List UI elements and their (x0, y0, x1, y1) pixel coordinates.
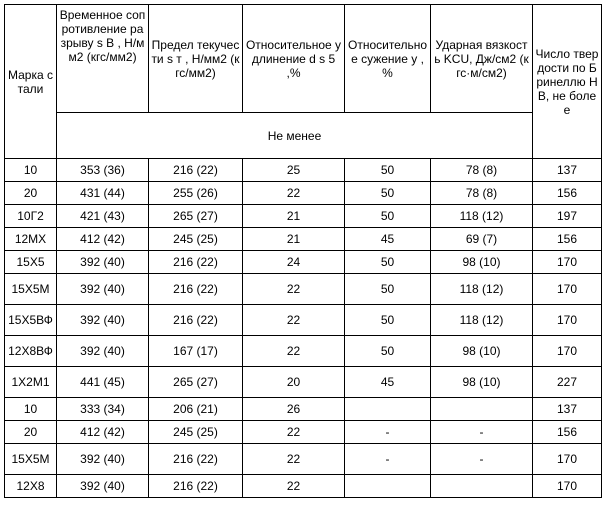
cell-reduction (345, 475, 431, 498)
cell-reduction: 50 (345, 336, 431, 367)
cell-hardness: 156 (533, 228, 602, 251)
header-tensile: Временное сопротивление разрыву s В , Н/мм2 (кгс/мм2) (57, 5, 149, 113)
steel-properties-table (4, 4, 602, 498)
cell-reduction: 50 (345, 274, 431, 305)
table-row (5, 475, 602, 498)
cell-yield: 265 (27) (149, 367, 243, 398)
cell-elongation: 22 (243, 305, 345, 336)
cell-impact: 98 (10) (431, 336, 533, 367)
cell-hardness: 170 (533, 475, 602, 498)
table-row (5, 444, 602, 475)
cell-tensile: 441 (45) (57, 367, 149, 398)
cell-reduction: 50 (345, 251, 431, 274)
cell-tensile: 392 (40) (57, 475, 149, 498)
cell-yield: 216 (22) (149, 444, 243, 475)
cell-grade: 15Х5ВФ (5, 305, 57, 336)
cell-tensile: 333 (34) (57, 398, 149, 421)
cell-hardness: 197 (533, 205, 602, 228)
cell-impact (431, 475, 533, 498)
cell-yield: 216 (22) (149, 305, 243, 336)
header-yield: Предел текучести s т , Н/мм2 (кгс/мм2) (149, 5, 243, 113)
cell-tensile: 431 (44) (57, 182, 149, 205)
header-hardness: Число твердости по Бринеллю НВ, не более (533, 5, 602, 159)
cell-yield: 216 (22) (149, 251, 243, 274)
table-body (5, 159, 602, 498)
cell-yield: 216 (22) (149, 159, 243, 182)
cell-grade: 15Х5М (5, 444, 57, 475)
cell-tensile: 412 (42) (57, 421, 149, 444)
cell-reduction: 50 (345, 159, 431, 182)
cell-grade: 15Х5 (5, 251, 57, 274)
cell-grade: 10 (5, 398, 57, 421)
cell-impact: 118 (12) (431, 205, 533, 228)
cell-hardness: 156 (533, 182, 602, 205)
cell-yield: 245 (25) (149, 421, 243, 444)
cell-elongation: 22 (243, 336, 345, 367)
cell-impact: 78 (8) (431, 182, 533, 205)
header-impact: Ударная вязкость KCU, Дж/см2 (кгс·м/см2) (431, 5, 533, 113)
header-elongation: Относительное удлинение d s 5 ,% (243, 5, 345, 113)
cell-yield: 216 (22) (149, 475, 243, 498)
cell-yield: 167 (17) (149, 336, 243, 367)
cell-impact: - (431, 421, 533, 444)
cell-tensile: 353 (36) (57, 159, 149, 182)
table-row (5, 274, 602, 305)
cell-reduction: - (345, 444, 431, 475)
cell-hardness: 137 (533, 398, 602, 421)
cell-reduction (345, 398, 431, 421)
cell-yield: 206 (21) (149, 398, 243, 421)
cell-hardness: 170 (533, 336, 602, 367)
cell-tensile: 412 (42) (57, 228, 149, 251)
table-row (5, 182, 602, 205)
cell-elongation: 22 (243, 421, 345, 444)
table-row (5, 398, 602, 421)
cell-impact: 118 (12) (431, 274, 533, 305)
cell-elongation: 20 (243, 367, 345, 398)
cell-reduction: 45 (345, 367, 431, 398)
cell-impact (431, 398, 533, 421)
cell-grade: 10 (5, 159, 57, 182)
cell-tensile: 392 (40) (57, 274, 149, 305)
header-grade: Марка стали (5, 5, 57, 159)
cell-impact: 98 (10) (431, 367, 533, 398)
cell-tensile: 392 (40) (57, 251, 149, 274)
cell-elongation: 22 (243, 444, 345, 475)
table-row (5, 336, 602, 367)
cell-grade: 15Х5М (5, 274, 57, 305)
cell-elongation: 22 (243, 182, 345, 205)
cell-hardness: 170 (533, 274, 602, 305)
cell-grade: 12Х8 (5, 475, 57, 498)
cell-hardness: 227 (533, 367, 602, 398)
table-row (5, 367, 602, 398)
table-row (5, 251, 602, 274)
cell-grade: 10Г2 (5, 205, 57, 228)
cell-reduction: 50 (345, 305, 431, 336)
table-row (5, 205, 602, 228)
cell-tensile: 392 (40) (57, 444, 149, 475)
header-reduction: Относительное сужение y , % (345, 5, 431, 113)
cell-elongation: 22 (243, 274, 345, 305)
cell-tensile: 392 (40) (57, 336, 149, 367)
cell-grade: 20 (5, 182, 57, 205)
cell-grade: 20 (5, 421, 57, 444)
cell-hardness: 170 (533, 444, 602, 475)
cell-impact: 69 (7) (431, 228, 533, 251)
cell-elongation: 25 (243, 159, 345, 182)
cell-impact: 98 (10) (431, 251, 533, 274)
cell-hardness: 156 (533, 421, 602, 444)
header-min-note: Не менее (57, 113, 533, 159)
cell-hardness: 170 (533, 305, 602, 336)
cell-impact: 78 (8) (431, 159, 533, 182)
cell-elongation: 26 (243, 398, 345, 421)
cell-elongation: 24 (243, 251, 345, 274)
cell-yield: 245 (25) (149, 228, 243, 251)
cell-hardness: 137 (533, 159, 602, 182)
cell-tensile: 421 (43) (57, 205, 149, 228)
cell-yield: 255 (26) (149, 182, 243, 205)
cell-grade: 12Х8ВФ (5, 336, 57, 367)
cell-impact: 118 (12) (431, 305, 533, 336)
cell-elongation: 21 (243, 228, 345, 251)
cell-reduction: 50 (345, 182, 431, 205)
cell-elongation: 21 (243, 205, 345, 228)
cell-grade: 1Х2М1 (5, 367, 57, 398)
cell-yield: 265 (27) (149, 205, 243, 228)
cell-reduction: 45 (345, 228, 431, 251)
cell-impact: - (431, 444, 533, 475)
table-row (5, 159, 602, 182)
cell-reduction: 50 (345, 205, 431, 228)
table-row (5, 228, 602, 251)
cell-grade: 12МХ (5, 228, 57, 251)
cell-yield: 216 (22) (149, 274, 243, 305)
table-row (5, 305, 602, 336)
cell-tensile: 392 (40) (57, 305, 149, 336)
cell-hardness: 170 (533, 251, 602, 274)
cell-elongation: 22 (243, 475, 345, 498)
cell-reduction: - (345, 421, 431, 444)
table-row (5, 421, 602, 444)
